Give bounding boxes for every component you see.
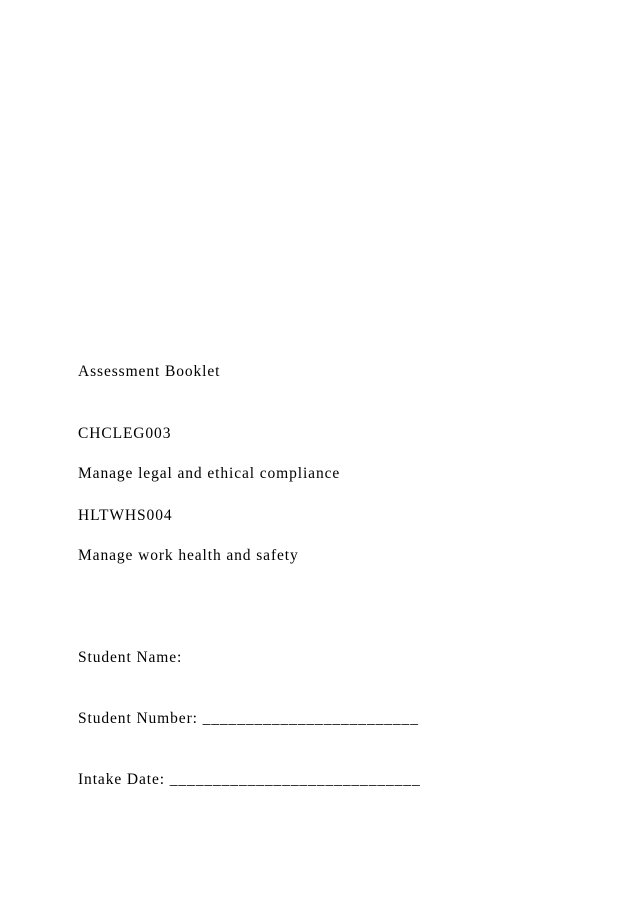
student-number-field: Student Number: _________________________: [78, 710, 419, 727]
unit-name: Manage legal and ethical compliance: [78, 465, 341, 482]
intake-date-field: Intake Date: _____________________________: [78, 771, 421, 788]
unit-name: Manage work health and safety: [78, 547, 299, 564]
booklet-title: Assessment Booklet: [78, 363, 221, 380]
unit-code: CHCLEG003: [78, 425, 172, 442]
student-name-field: Student Name:: [78, 649, 183, 666]
unit-code: HLTWHS004: [78, 507, 173, 524]
